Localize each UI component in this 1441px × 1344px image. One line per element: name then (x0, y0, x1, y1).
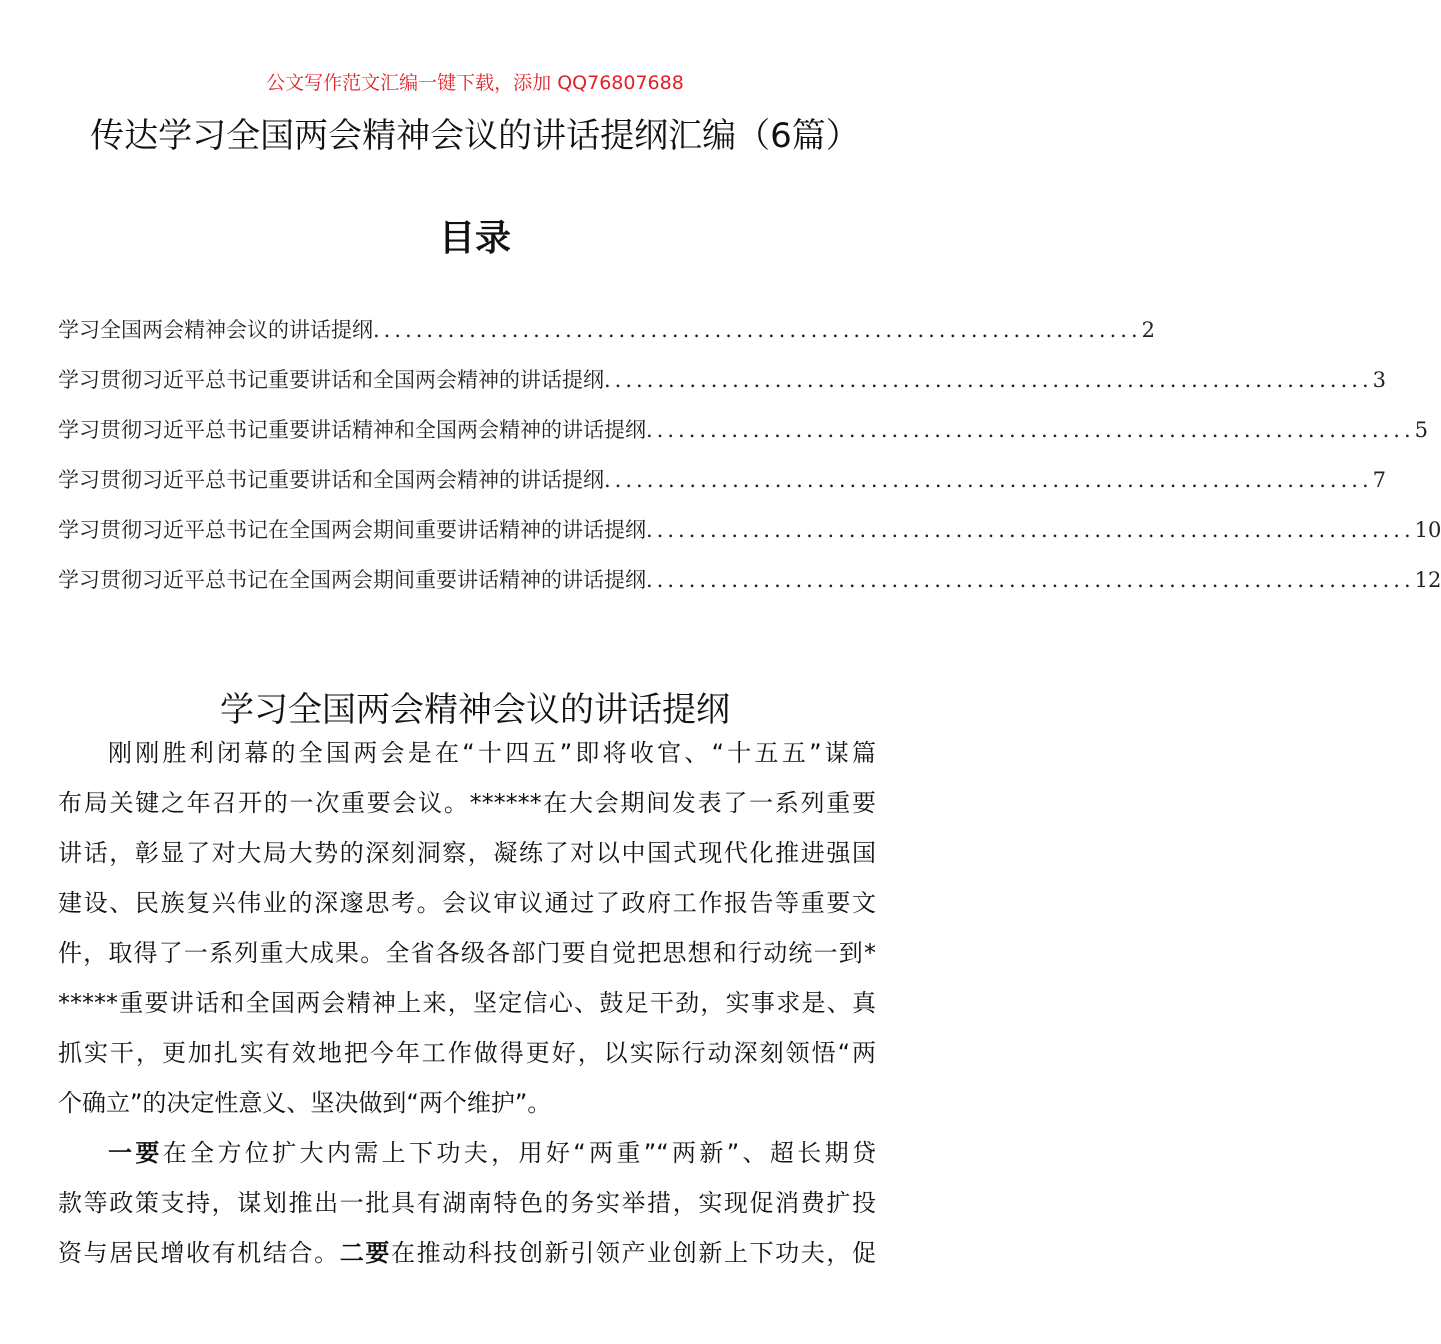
toc-entry[interactable] (58, 562, 1441, 612)
paragraph-line (58, 1230, 876, 1280)
body-text (58, 730, 876, 1280)
watermark-banner: 公文写作范文汇编一键下载，添加 QQ76807688 (266, 72, 684, 94)
paragraph-line: 刚刚胜利闭幕的全国两会是在“十四五”即将收官、“十五五”谋篇 (108, 739, 876, 767)
paragraph-line: 款等政策支持，谋划推出一批具有湖南特色的务实举措，实现促消费扩投 (58, 1189, 876, 1217)
toc-leader: ........................................................................ (604, 368, 1373, 392)
paragraph-line: 讲话，彰显了对大局大势的深刻洞察，凝练了对以中国式现代化推进强国 (58, 839, 876, 867)
toc-leader: ........................................................................ (373, 318, 1142, 342)
toc-leader: ........................................................................ (604, 468, 1373, 492)
toc-entry-page: 10 (1414, 518, 1441, 542)
paragraph-line: 建设、民族复兴伟业的深邃思考。会议审议通过了政府工作报告等重要文 (58, 889, 876, 917)
emphasis-label: 二要 (339, 1239, 391, 1267)
paragraph-text: 在推动科技创新引领产业创新上下功夫，促 (390, 1239, 877, 1267)
toc-heading: 目录 (438, 218, 511, 259)
paragraph-line: 件，取得了一系列重大成果。全省各级各部门要自觉把思想和行动统一到* (58, 939, 876, 967)
toc-entry-title: 学习全国两会精神会议的讲话提纲 (58, 318, 373, 342)
toc-entry[interactable] (58, 362, 1386, 412)
toc-leader: ........................................................................ (646, 418, 1415, 442)
toc-entry[interactable] (58, 462, 1386, 512)
section-title: 学习全国两会精神会议的讲话提纲 (220, 690, 730, 730)
emphasis-label: 一要 (108, 1139, 163, 1167)
toc-entry-page: 12 (1414, 568, 1441, 592)
toc-entry[interactable] (58, 412, 1428, 462)
toc-entry-title: 学习贯彻习近平总书记重要讲话和全国两会精神的讲话提纲 (58, 468, 604, 492)
toc-entry-title: 学习贯彻习近平总书记重要讲话和全国两会精神的讲话提纲 (58, 368, 604, 392)
toc-leader: ........................................................................ (646, 568, 1415, 592)
paragraph-text: 资与居民增收有机结合。 (58, 1239, 340, 1267)
toc-entry-page: 7 (1372, 468, 1386, 492)
paragraph-line: 布局关键之年召开的一次重要会议。******在大会期间发表了一系列重要 (58, 789, 876, 817)
paragraph-line: 个确立”的决定性意义、坚决做到“两个维护”。 (58, 1089, 552, 1117)
toc-entry-title: 学习贯彻习近平总书记重要讲话精神和全国两会精神的讲话提纲 (58, 418, 646, 442)
table-of-contents (58, 312, 1441, 612)
toc-leader: ........................................................................ (646, 518, 1415, 542)
paragraph-line: *****重要讲话和全国两会精神上来，坚定信心、鼓足干劲，实事求是、真 (58, 989, 876, 1017)
paragraph-line: 抓实干，更加扎实有效地把今年工作做得更好，以实际行动深刻领悟“两 (58, 1039, 876, 1067)
toc-entry-title: 学习贯彻习近平总书记在全国两会期间重要讲话精神的讲话提纲 (58, 518, 646, 542)
paragraph-line (58, 1130, 876, 1180)
toc-entry-page: 5 (1414, 418, 1428, 442)
toc-entry-page: 3 (1372, 368, 1386, 392)
toc-entry[interactable] (58, 312, 1155, 362)
document-title: 传达学习全国两会精神会议的讲话提纲汇编（6篇） (90, 116, 860, 156)
paragraph-text: 在全方位扩大内需上下功夫，用好“两重”“两新”、超长期贷 (162, 1139, 876, 1167)
toc-entry-title: 学习贯彻习近平总书记在全国两会期间重要讲话精神的讲话提纲 (58, 568, 646, 592)
toc-entry-page: 2 (1141, 318, 1155, 342)
toc-entry[interactable] (58, 512, 1441, 562)
